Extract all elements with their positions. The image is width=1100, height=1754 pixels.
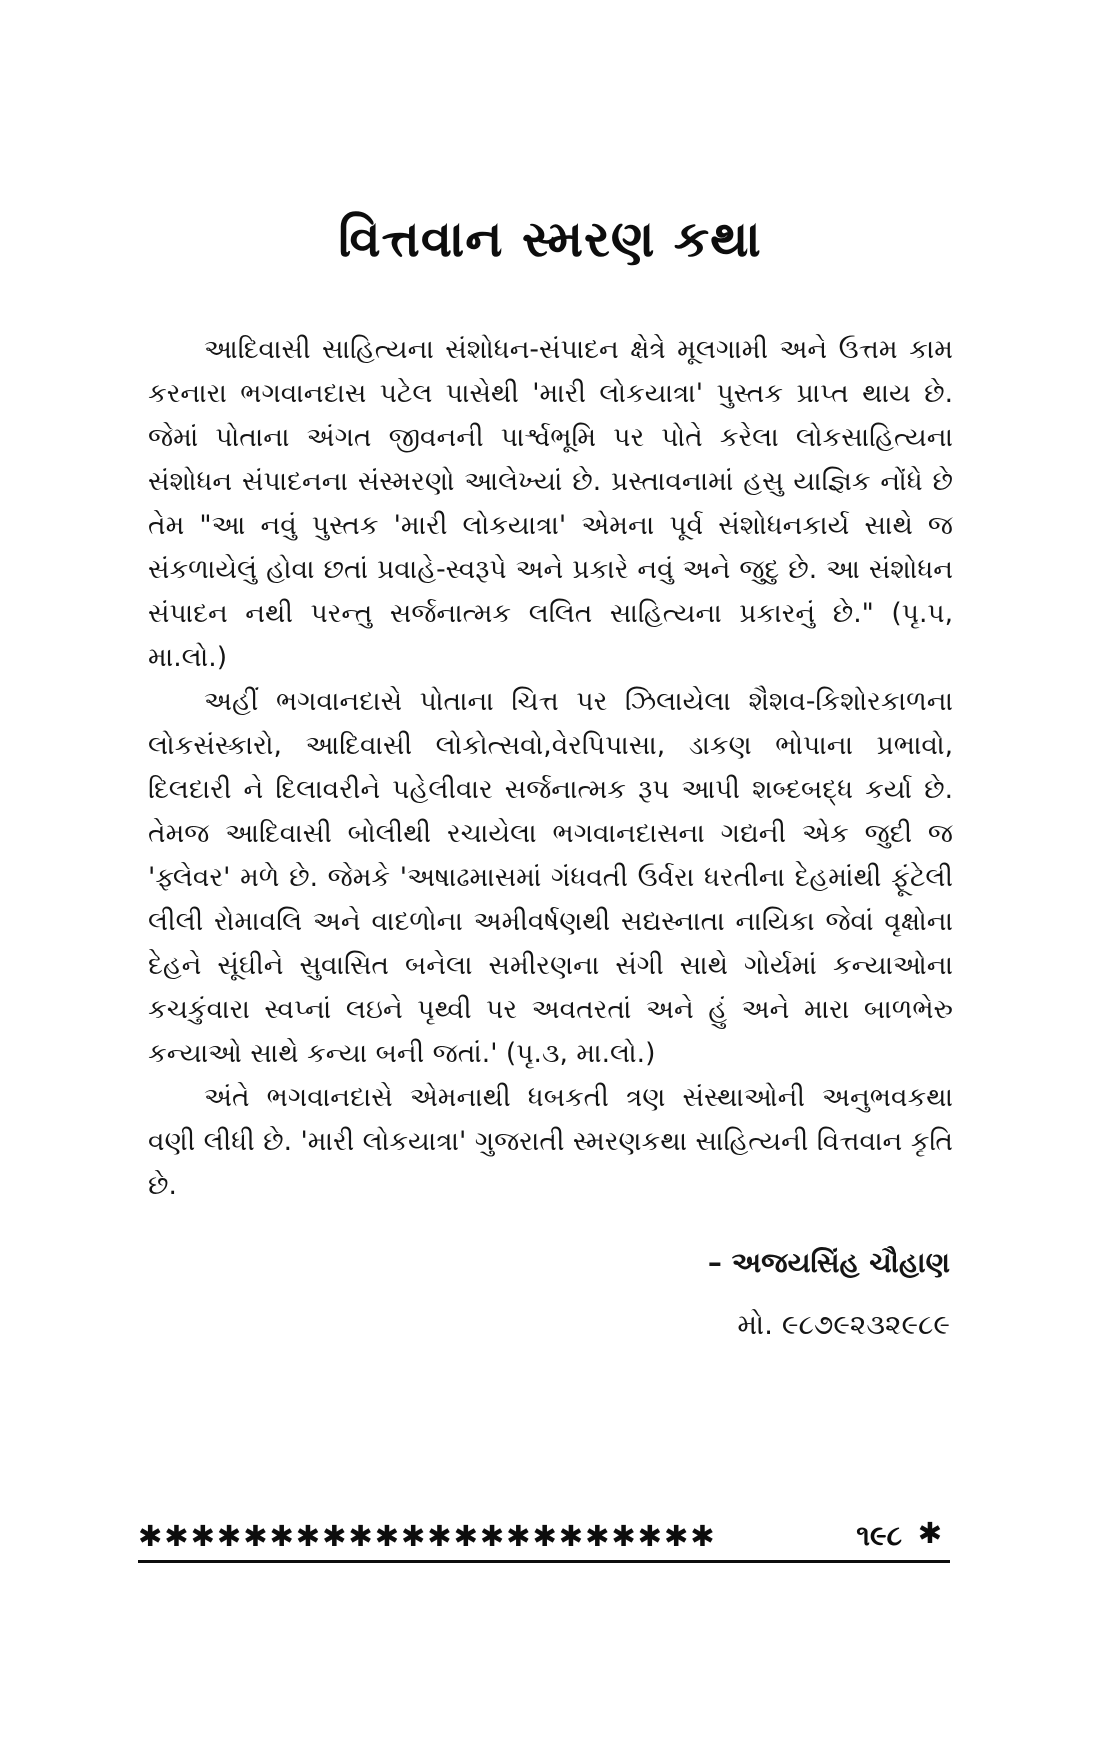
- author-signature: [708, 1232, 950, 1356]
- page-title: વિત્તવાન સ્મરણ કથા: [338, 210, 762, 268]
- paragraph-3: અંતે ભગવાનદાસે એમનાથી ધબકતી ત્રણ સંસ્થાઓની અનુભવકથા વણી લીધી છે. 'મારી લોકયાત્રા' ગુજરાતી સ્મરણકથા સાહિત્યની વિત્તવાન કૃતિ છે.: [148, 1082, 953, 1201]
- asterisk-end-icon: ✱: [917, 1516, 942, 1550]
- paragraph-1: આદિવાસી સાહિત્યના સંશોધન-સંપાદન ક્ષેત્રે મૂલગામી અને ઉત્તમ કામ કરનારા ભગવાનદાસ પટેલ પાસેથી 'મારી લોકયાત્રા' પુસ્તક પ્રાપ્ત થાય છે. જેમાં પોતાના અંગત જીવનની પાર્શ્વભૂમિ પર પોતે કરેલા લોકસાહિત્યના સંશોધન સંપાદનના સંસ્મરણો આલેખ્યાં છે. પ્રસ્તાવનામાં હસુ યાજ્ઞિક નોંધે છે તેમ "આ નવું પુસ્તક 'મારી લોકયાત્રા' એમના પૂર્વ સંશોધનકાર્ય સાથે જ સંકળાયેલું હોવા છતાં પ્રવાહે-સ્વરૂપે અને પ્રકારે નવું અને જુદુ છે. આ સંશોધન સંપાદન નથી પરન્તુ સર્જનાત્મક લલિત સાહિત્યના પ્રકારનું છે." (પૃ.પ, મા.લો.): [148, 334, 953, 673]
- author-mobile: મો. ૯૮૭૯૨૩૨૯૮૯: [737, 1308, 950, 1341]
- author-name: – અજયસિંહ ચૌહાણ: [707, 1246, 950, 1279]
- page-footer: [138, 1516, 950, 1566]
- footer-rule: [138, 1560, 950, 1563]
- paragraph-2: અહીં ભગવાનદાસે પોતાના ચિત્ત પર ઝિલાયેલા શૈશવ-કિશોરકાળના લોકસંસ્કારો, આદિવાસી લોકોત્સવો,વેરપિપાસા, ડાકણ ભોપાના પ્રભાવો, દિલદારી ને દિલાવરીને પહેલીવાર સર્જનાત્મક રૂપ આપી શબ્દબદ્ધ કર્યા છે. તેમજ આદિવાસી બોલીથી રચાયેલા ભગવાનદાસના ગદ્યની એક જુદી જ 'ફ્લેવર' મળે છે. જેમકે 'અષાઢમાસમાં ગંધવતી ઉર્વરા ધરતીના દેહમાંથી ફૂંટેલી લીલી રોમાવલિ અને વાદળોના અમીવર્ષણથી સદ્યસ્નાતા નાયિકા જેવાં વૃક્ષોના દેહને સૂંઘીને સુવાસિત બનેલા સમીરણના સંગી સાથે ગોર્યમાં કન્યાઓના કચકુંવારા સ્વપ્નાં લઇને પૃથ્વી પર અવતરતાં અને હું અને મારા બાળભેરુ કન્યાઓ સાથે કન્યા બની જતાં.' (પૃ.૩, મા.લો.): [148, 686, 953, 1069]
- article-body: [148, 328, 953, 1208]
- asterisk-row-icon: ✱✱✱✱✱✱✱✱✱✱✱✱✱✱✱✱✱✱✱✱✱✱: [138, 1519, 717, 1553]
- page-number: ૧૯૮: [856, 1519, 902, 1552]
